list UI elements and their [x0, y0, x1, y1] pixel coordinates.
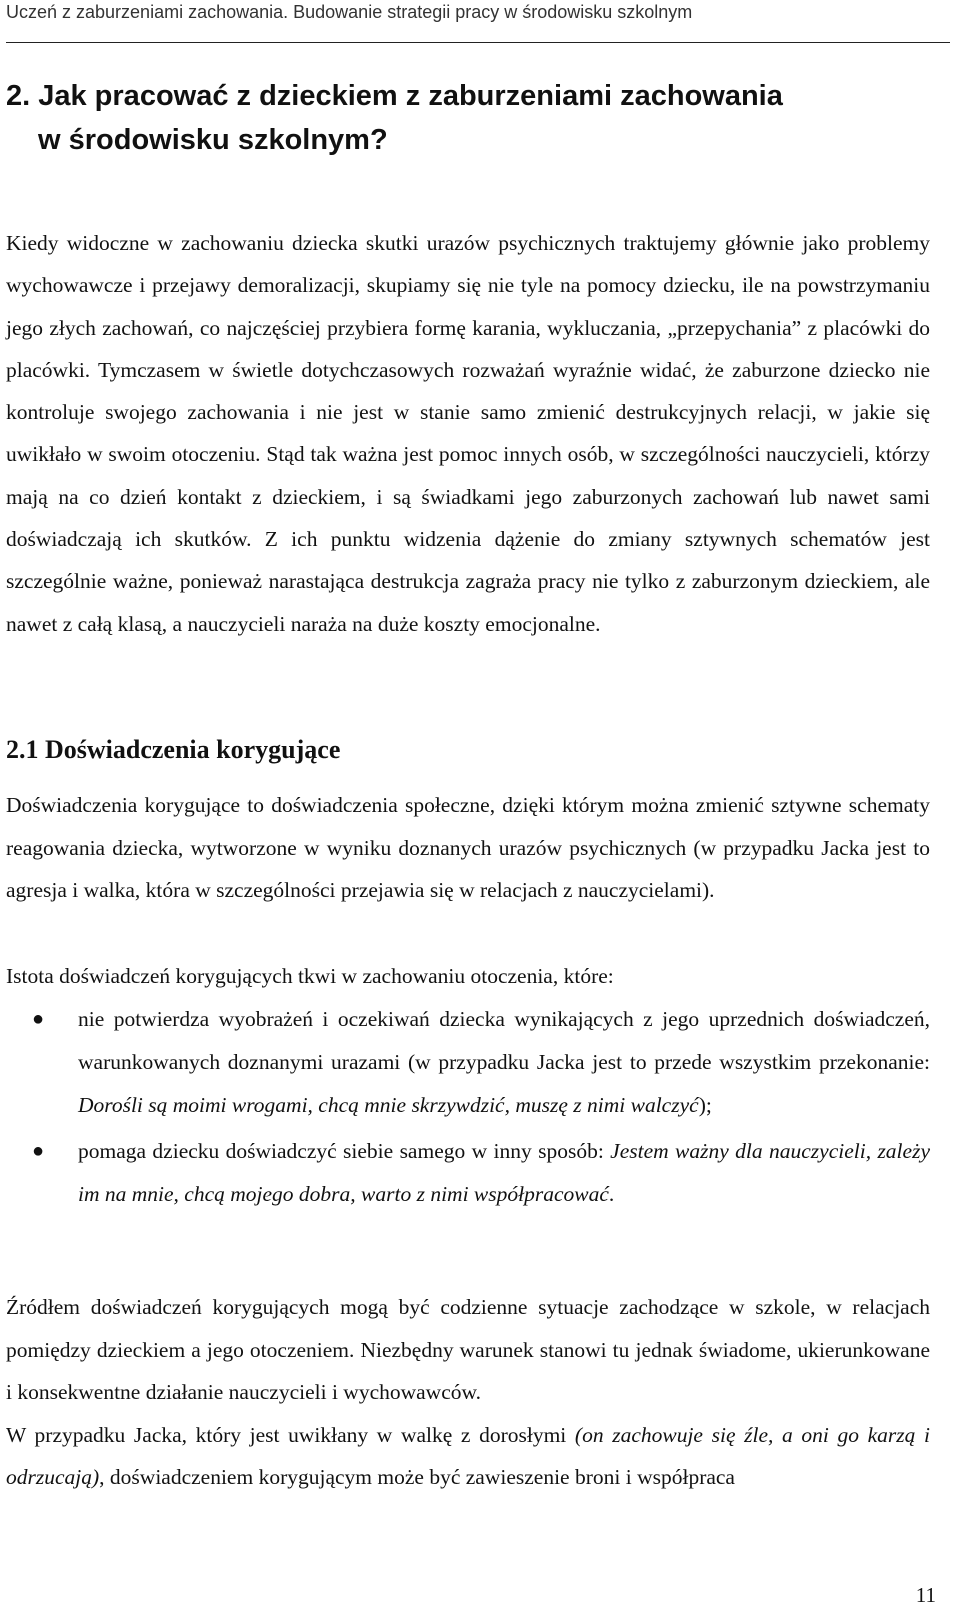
running-header: Uczeń z zaburzeniami zachowania. Budowanie strategii pracy w środowisku szkolnym — [6, 2, 693, 22]
closing-paragraphs — [6, 1286, 930, 1499]
list-item-text: pomaga dziecku doświadczyć siebie samego w inny sposób: — [78, 1139, 611, 1163]
definition-paragraph — [6, 784, 930, 912]
istota-paragraph-text: Istota doświadczeń korygujących tkwi w zachowaniu otoczenia, które: — [6, 964, 614, 988]
jacek-text-start: W przypadku Jacka, który jest uwikłany w walkę z dorosłymi — [6, 1422, 575, 1447]
jacek-text-end: , doświadczeniem korygującym może być zawieszenie broni i współpraca — [99, 1465, 735, 1489]
bullet-icon: ● — [32, 1140, 45, 1162]
list-item-closing: . — [608, 1182, 615, 1206]
list-item — [6, 1130, 930, 1216]
list-item-closing: ); — [698, 1093, 712, 1117]
istota-paragraph — [6, 955, 930, 998]
section-title-line-2: w środowisku szkolnym? — [38, 124, 388, 156]
intro-paragraph-text: Kiedy widoczne w zachowaniu dziecka skutki urazów psychicznych traktujemy głównie jako problemy wychowawcze i przejawy demoralizacji, skupiamy się nie tyle na pomocy dziecku, ile na powstrzymaniu jego złych zachowań, co najczęściej przybiera formę karania, wykluczania, „przepychania” z placówki do placówki. Tymczasem w świetle dotychczasowych rozważań wyraźnie widać, że zaburzone dziecko nie kontroluje swojego zachowania i nie jest w stanie samo zmienić destrukcyjnych relacji, w jakie się uwikłało w swoim otoczeniu. Stąd tak ważna jest pomoc innych osób, w szczególności nauczycieli, którzy mają na co dzień kontakt z dzieckiem, i są świadkami jego zaburzonych zachowań lub nawet sami doświadczają ich skutków. Z ich punktu widzenia dążenie do zmiany sztywnych schematów jest szczególnie ważne, ponieważ narastająca destrukcja zagraża pracy nie tylko z zaburzonym dzieckiem, ale nawet z całą klasą, a nauczycieli naraża na duże koszty emocjonalne. — [6, 231, 930, 636]
list-item-text: nie potwierdza wyobrażeń i oczekiwań dziecka wynikających z jego uprzednich doświadczeń, warunkowanych doznanymi urazami (w przypadku Jacka jest to przede wszystkim przekonanie: — [78, 1007, 930, 1074]
jacek-text-italic: (on zachowuje się źle, a oni go karzą i odrzucają) — [6, 1422, 930, 1489]
list-item-quote: Jestem ważny dla nauczycieli, zależy im na mnie, chcą mojego dobra, warto z nimi współpracować — [78, 1139, 930, 1206]
bullet-icon: ● — [32, 1008, 45, 1030]
zrodlo-paragraph: Źródłem doświadczeń korygujących mogą być codzienne sytuacje zachodzące w szkole, w relacjach pomiędzy dzieckiem a jego otoczeniem. Niezbędny warunek stanowi tu jednak świadome, ukierunkowane i konsekwentne działanie nauczycieli i wychowawców. — [6, 1295, 930, 1404]
bullet-list — [6, 998, 930, 1216]
section-title — [6, 74, 946, 162]
subsection-title: 2.1 Doświadczenia korygujące — [6, 735, 341, 764]
jacek-paragraph — [6, 1414, 930, 1499]
list-item-quote: Dorośli są moimi wrogami, chcą mnie skrzywdzić, muszę z nimi walczyć — [78, 1093, 699, 1117]
page-number: 11 — [915, 1583, 936, 1607]
section-title-line-1: 2. Jak pracować z dzieckiem z zaburzeniami zachowania — [6, 80, 783, 112]
list-item — [6, 998, 930, 1127]
intro-paragraph — [6, 222, 930, 645]
header-divider — [6, 42, 950, 43]
definition-paragraph-text: Doświadczenia korygujące to doświadczenia społeczne, dzięki którym można zmienić sztywne schematy reagowania dziecka, wytworzone w wyniku doznanych urazów psychicznych (w przypadku Jacka jest to agresja i walka, która w szczególności przejawia się w relacjach z nauczycielami). — [6, 793, 930, 902]
